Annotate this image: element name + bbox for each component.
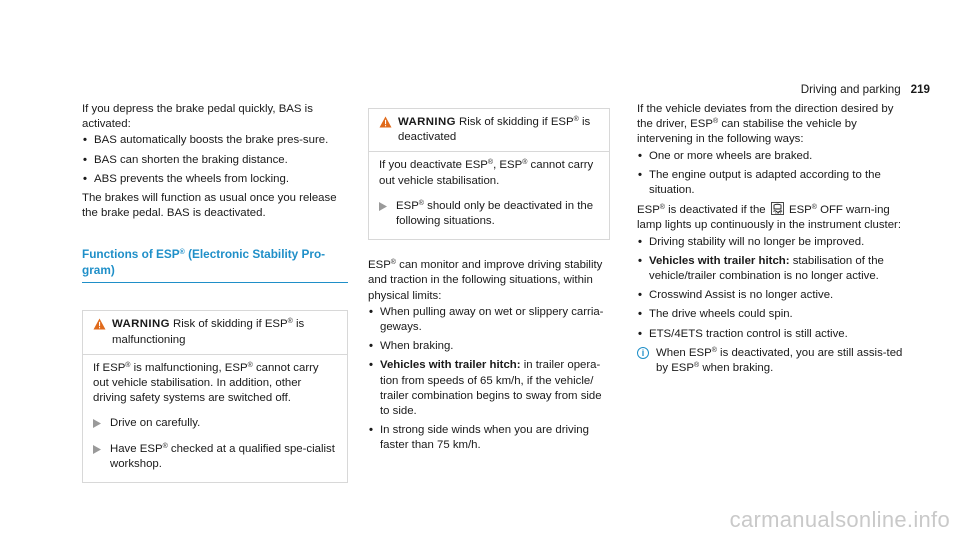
step-item: Drive on carefully. (93, 416, 337, 431)
esp-off-paragraph: ESP® is deactivated if the OFF ESP® OFF warn-ing lamp lights up continuously in the instrument cluster: (637, 204, 902, 232)
warning-box-malfunction (82, 310, 348, 483)
column-2 (368, 108, 610, 458)
watermark: carmanualsonline.info (729, 506, 950, 532)
warning-triangle-icon (93, 318, 106, 330)
list-item: • Vehicles with trailer hitch: stabilisation of the vehicle/trailer combination is no longer active. (637, 254, 907, 284)
warning-body: If you deactivate ESP®, ESP® cannot carry out vehicle stabilisation. ESP® should only be deactivated in the following situations. (369, 152, 609, 239)
warning-body: If ESP® is malfunctioning, ESP® cannot carry out vehicle stabilisation. In addition, other driving safety systems are switched off. Drive on carefully. Have ESP® checked at a qualified spe-cialist workshop. (83, 355, 347, 482)
esp-intro: ESP® can monitor and improve driving stability and traction in the following situations, within physical limits: (368, 259, 603, 302)
warning-triangle-icon (379, 116, 392, 128)
esp-deviation-intro: If the vehicle deviates from the direction desired by the driver, ESP® can stabilise the vehicle by intervening in the following ways: (637, 103, 894, 146)
esp-off-warning-lamp-icon (771, 202, 784, 215)
list-item: • Crosswind Assist is no longer active. (637, 288, 907, 303)
step-arrow-icon (93, 419, 101, 428)
list-item: • When pulling away on wet or slippery carria-geways. (368, 305, 610, 335)
bas-intro: If you depress the brake pedal quickly, BAS is activated: (82, 103, 313, 131)
svg-text:OFF: OFF (775, 211, 782, 216)
list-item: • One or more wheels are braked. (637, 149, 907, 164)
list-item: • ETS/4ETS traction control is still active. (637, 327, 907, 342)
esp-intervention-list (637, 149, 907, 199)
page-number: 219 (910, 83, 930, 96)
warning-header: WARNING Risk of skidding if ESP® is malfunctioning (83, 311, 347, 354)
list-item: • Vehicles with trailer hitch: in trailer opera-tion from speeds of 65 km/h, if the vehicle/ trailer combination begins to sway from side to side. (368, 358, 610, 419)
bas-after: The brakes will function as usual once you release the brake pedal. BAS is deactivated. (82, 192, 337, 220)
list-item: • BAS can shorten the braking distance. (82, 153, 348, 168)
bas-bullets (82, 133, 348, 187)
step-arrow-icon (379, 202, 387, 211)
warning-box-deactivated (368, 108, 610, 240)
info-note: i When ESP® is deactivated, you are still assis-ted by ESP® when braking. (637, 346, 907, 376)
step-item: ESP® should only be deactivated in the following situations. (379, 199, 599, 229)
column-3 (637, 102, 907, 376)
esp-off-consequences (637, 235, 907, 342)
step-arrow-icon (93, 445, 101, 454)
list-item: • The drive wheels could spin. (637, 307, 907, 322)
info-icon: i (637, 347, 649, 359)
section-title-esp: Functions of ESP® (Electronic Stability Pro-gram) (82, 247, 348, 283)
warning-header: WARNING Risk of skidding if ESP® is deactivated (369, 109, 609, 152)
list-item: • In strong side winds when you are driving faster than 75 km/h. (368, 423, 610, 453)
warning-label: WARNING (398, 116, 456, 128)
list-item: • ABS prevents the wheels from locking. (82, 172, 348, 187)
list-item: • The engine output is adapted according to the situation. (637, 168, 907, 198)
page-header (801, 82, 930, 97)
esp-situations (368, 305, 610, 454)
list-item: • When braking. (368, 339, 610, 354)
column-1 (82, 102, 348, 483)
step-item: Have ESP® checked at a qualified spe-cialist workshop. (93, 442, 337, 472)
list-item: • BAS automatically boosts the brake pres-sure. (82, 133, 348, 148)
warning-label: WARNING (112, 318, 170, 331)
list-item: • Driving stability will no longer be improved. (637, 235, 907, 250)
header-section: Driving and parking (800, 83, 901, 96)
